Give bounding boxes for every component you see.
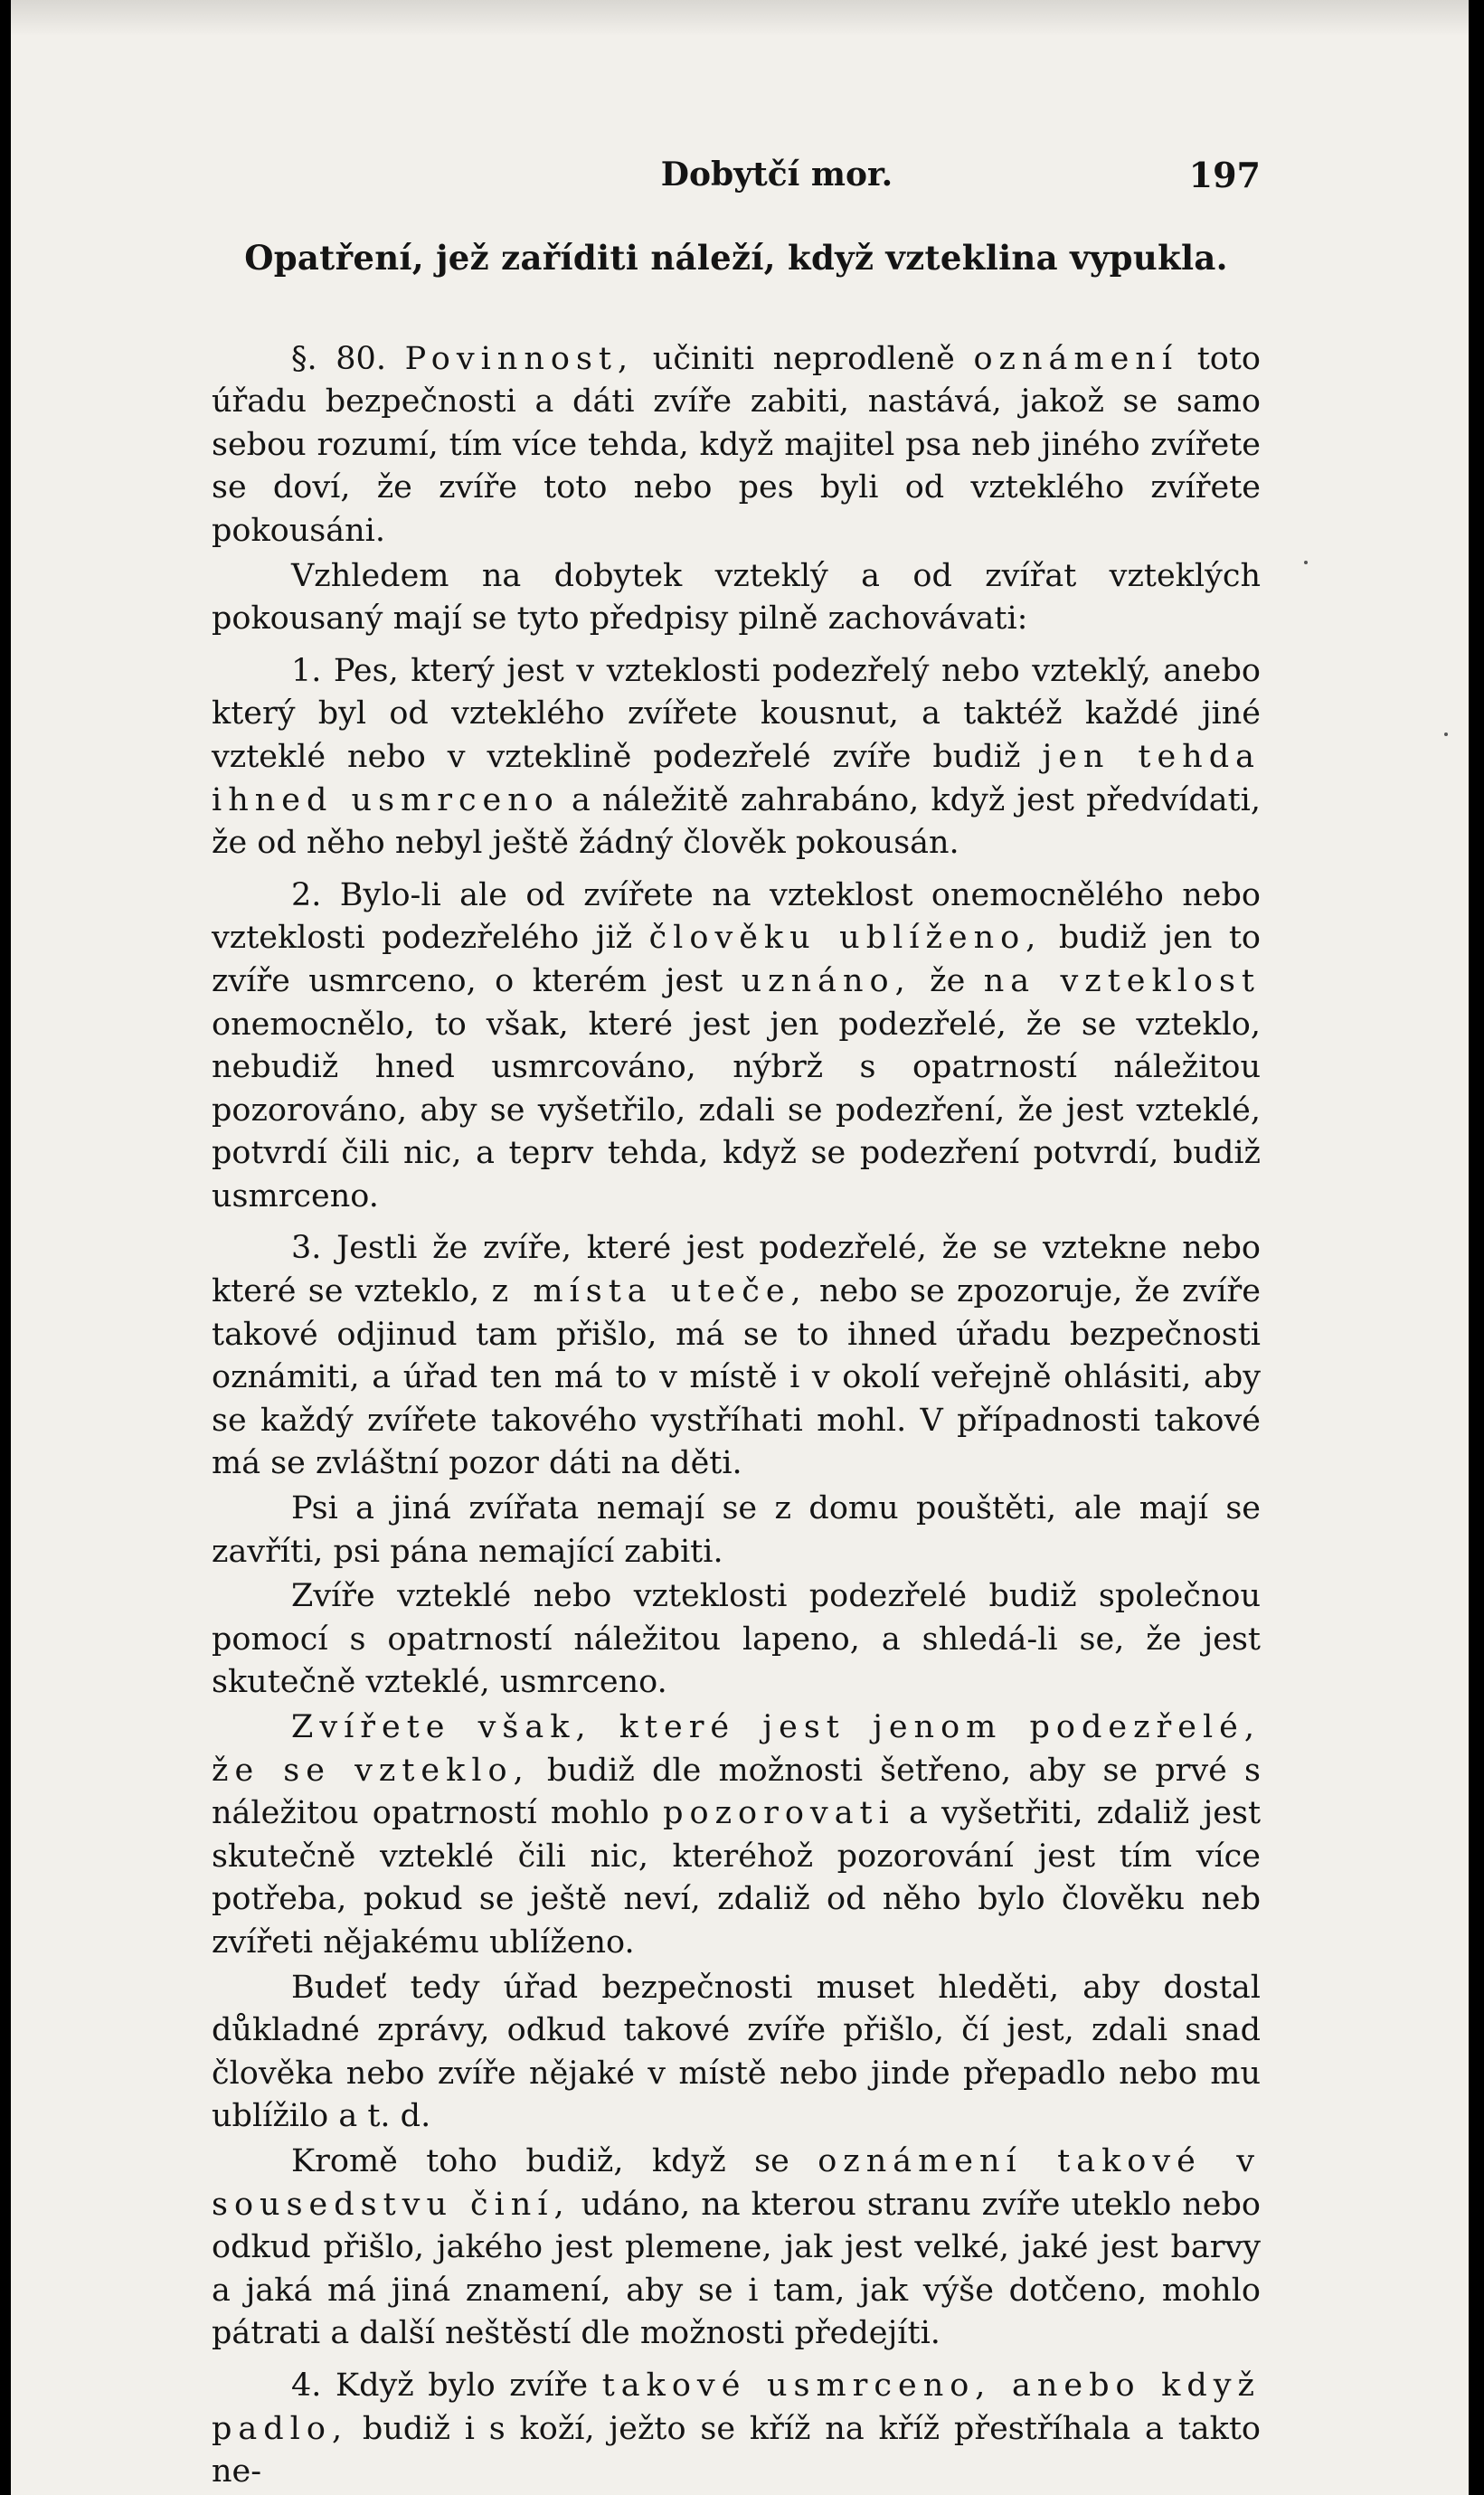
scan-edge-shading: [11, 0, 1469, 36]
body-text: [212, 338, 1261, 2494]
text-run: §. 80.: [291, 340, 405, 377]
text-run: Psi a jiná zvířata nemají se z domu pouštěti, ale mají se zavříti, psi pána nemající zabiti.: [212, 1490, 1261, 1570]
text-run: nebo se zpozoruje, že zvíře takové odjinud tam přišlo, má se to ihned úřadu bezpečnosti oznámiti, a úřad ten má to v místě i v okolí veřejně ohlásiti, aby se každý zvířete takového vystříhati mohl. V případnosti takové má se zvláštní pozor dáti na děti.: [212, 1273, 1261, 1482]
text-run: 4. Když bylo zvíře: [291, 2367, 602, 2404]
text-run: a vyšetřiti, zdaliž jest skutečně vzteklé čili nic, kteréhož pozorování jest tím více potřeba, pokud se ještě neví, zdaliž od něho bylo člověku neb zvířeti nějakému ublíženo.: [212, 1795, 1262, 1961]
emphasized-text: člověku ublíženo,: [648, 920, 1043, 957]
emphasized-text: oznámení takové v sousedstvu činí,: [212, 2142, 1262, 2223]
text-run: budiž i s koží, ježto se kříž na kříž přestříhala a takto ne-: [212, 2410, 1261, 2490]
paragraph: [212, 2141, 1261, 2356]
emphasized-text: na vzteklost: [983, 962, 1261, 999]
emphasized-text: uznáno,: [741, 962, 912, 999]
text-run: Zvíře vzteklé nebo vzteklosti podezřelé budiž společnou pomocí s opatrností náležitou lapeno, a shledá-li se, že jest skutečně vzteklé, usmrceno.: [212, 1578, 1261, 1701]
text-run: učiniti neprodleně: [634, 340, 974, 377]
running-head: [212, 154, 1261, 204]
paragraph: [212, 1488, 1261, 1574]
scanned-page: [11, 0, 1469, 2495]
emphasized-text: z místa uteče,: [491, 1273, 808, 1310]
emphasized-text: takové usmrceno, anebo když padlo,: [212, 2367, 1261, 2447]
scan-speck: [1304, 561, 1308, 564]
text-run: Vzhledem na dobytek vzteklý a od zvířat vzteklých pokousaný mají se tyto předpisy pilně zachovávati:: [212, 557, 1261, 638]
text-run: onemocnělo, to však, které jest jen podezřelé, že se vzteklo, nebudiž hned usmrcováno, nýbrž s opatrností náležitou pozorováno, aby se vyšetřilo, zdali se podezření, že jest vzteklé, potvrdí čili nic, a teprv tehda, když se podezření potvrdí, budiž usmrceno.: [212, 1006, 1261, 1214]
text-run: a náležitě zahrabáno, když jest předvídati, že od něho nebyl ještě žádný člověk pokousán.: [212, 781, 1261, 862]
text-run: 1. Pes, který jest v vzteklosti podezřelý nebo vzteklý, anebo který byl od vzteklého zvířete kousnut, a taktéž každé jiné vzteklé nebo v vzteklině podezřelé zvíře budiž: [212, 652, 1261, 775]
text-run: toto úřadu bezpečnosti a dáti zvíře zabiti, nastává, jakož se samo sebou rozumí, tím více tehda, když majitel psa neb jiného zvířete se doví, že zvíře toto nebo pes byli od vzteklého zvířete pokousáni.: [212, 340, 1261, 549]
text-run: budiž dle možnosti šetřeno, aby se prvé s náležitou opatrností mohlo: [212, 1752, 1262, 1832]
paragraph: [212, 1575, 1261, 1705]
page-number: 197: [1188, 155, 1261, 195]
text-run: že: [911, 962, 984, 999]
paragraph: [212, 650, 1261, 865]
paragraph: [212, 1706, 1261, 1965]
running-head-title: Dobytčí mor.: [660, 156, 893, 194]
emphasized-text: oznámení: [973, 340, 1179, 377]
text-run: budiž jen to zvíře usmrceno, o kterém jest: [212, 920, 1261, 999]
paragraph: [212, 1967, 1261, 2139]
section-heading: Opatření, jež zaříditi náleží, když vzteklina vypukla.: [244, 238, 1228, 278]
paragraph: [212, 555, 1261, 641]
paragraph: [212, 338, 1261, 553]
page-content: [212, 154, 1261, 2495]
scan-speck: [1444, 732, 1448, 736]
text-run: udáno, na kterou stranu zvíře uteklo nebo odkud přišlo, jakého jest plemene, jak jest velké, jaké jest barvy a jaká má jiná znamení, aby se i tam, jak výše dotčeno, mohlo pátrati a další neštěstí dle možnosti předejíti.: [212, 2186, 1261, 2352]
paragraph: [212, 874, 1261, 1219]
text-run: Budeť tedy úřad bezpečnosti muset hleděti, aby dostal důkladné zprávy, odkud takové zvíře přišlo, čí jest, zdali snad člověka nebo zvíře nějaké v místě nebo jinde přepadlo nebo mu ublížilo a t. d.: [212, 1969, 1261, 2135]
emphasized-text: Povinnost,: [404, 340, 635, 377]
emphasized-text: pozorovati: [663, 1795, 895, 1832]
emphasized-text: jen tehda ihned usmrceno: [212, 738, 1261, 818]
text-run: 2. Bylo-li ale od zvířete na vzteklost onemocnělého nebo vzteklosti podezřelého již: [212, 876, 1261, 957]
paragraph: [212, 1227, 1261, 1486]
text-run: Kromě toho budiž, když se: [291, 2142, 818, 2179]
paragraph: [212, 2365, 1261, 2494]
emphasized-text: Zvířete však, které jest jenom podezřelé, že se vzteklo,: [212, 1709, 1261, 1789]
text-run: 3. Jestli že zvíře, které jest podezřelé, že se vztekne nebo které se vzteklo,: [212, 1230, 1261, 1310]
